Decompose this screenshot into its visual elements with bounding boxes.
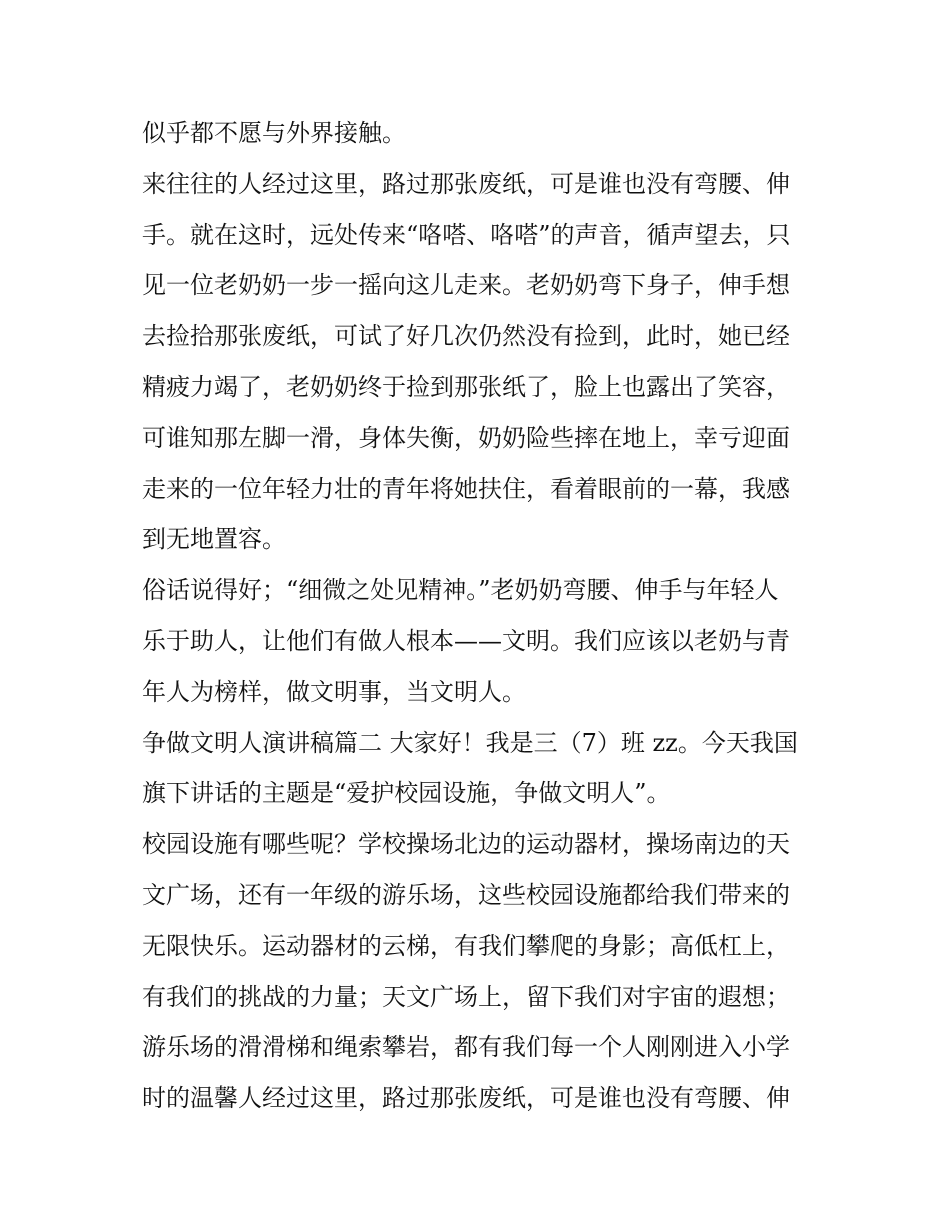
body-text — [142, 108, 822, 1124]
text-line: 文广场，还有一年级的游乐场，这些校园设施都给我们带来的 — [142, 880, 790, 909]
text-line: 旗下讲话的主题是“爱护校园设施，争做文明人”。 — [142, 779, 671, 808]
text-line: 去捡拾那张废纸，可试了好几次仍然没有捡到，此时，她已经 — [142, 322, 790, 351]
text-line: 到无地置容。 — [142, 525, 286, 554]
text-line: 游乐场的滑滑梯和绳索攀岩，都有我们每一个人刚刚进入小学 — [142, 1033, 790, 1062]
text-line: 有我们的挑战的力量；天文广场上，留下我们对宇宙的遐想； — [142, 982, 790, 1011]
text-line: 走来的一位年轻力壮的青年将她扶住，看着眼前的一幕，我感 — [142, 474, 790, 503]
text-line: 无限快乐。运动器材的云梯，有我们攀爬的身影；高低杠上， — [142, 931, 790, 960]
text-line: 可谁知那左脚一滑，身体失衡，奶奶险些摔在地上，幸亏迎面 — [142, 423, 790, 452]
text-line: 年人为榜样，做文明事，当文明人。 — [142, 677, 526, 706]
text-line: 见一位老奶奶一步一摇向这儿走来。老奶奶弯下身子，伸手想 — [142, 271, 790, 300]
text-line: 乐于助人，让他们有做人根本——文明。我们应该以老奶与青 — [142, 626, 790, 655]
text-line: 争做文明人演讲稿篇二 大家好！我是三（7）班 zz。今天我国 — [142, 728, 798, 757]
text-line: 精疲力竭了，老奶奶终于捡到那张纸了，脸上也露出了笑容， — [142, 372, 790, 401]
text-line: 校园设施有哪些呢？学校操场北边的运动器材，操场南边的天 — [142, 830, 790, 859]
text-line: 似乎都不愿与外界接触。 — [142, 119, 406, 147]
text-line: 时的温馨人经过这里，路过那张废纸，可是谁也没有弯腰、伸 — [142, 1084, 790, 1113]
text-line: 来往往的人经过这里，路过那张废纸，可是谁也没有弯腰、伸 — [142, 169, 790, 198]
text-line: 手。就在这时，远处传来“咯嗒、咯嗒”的声音，循声望去，只 — [142, 220, 791, 249]
text-line: 俗话说得好；“细微之处见精神。”老奶奶弯腰、伸手与年轻人 — [142, 576, 779, 605]
